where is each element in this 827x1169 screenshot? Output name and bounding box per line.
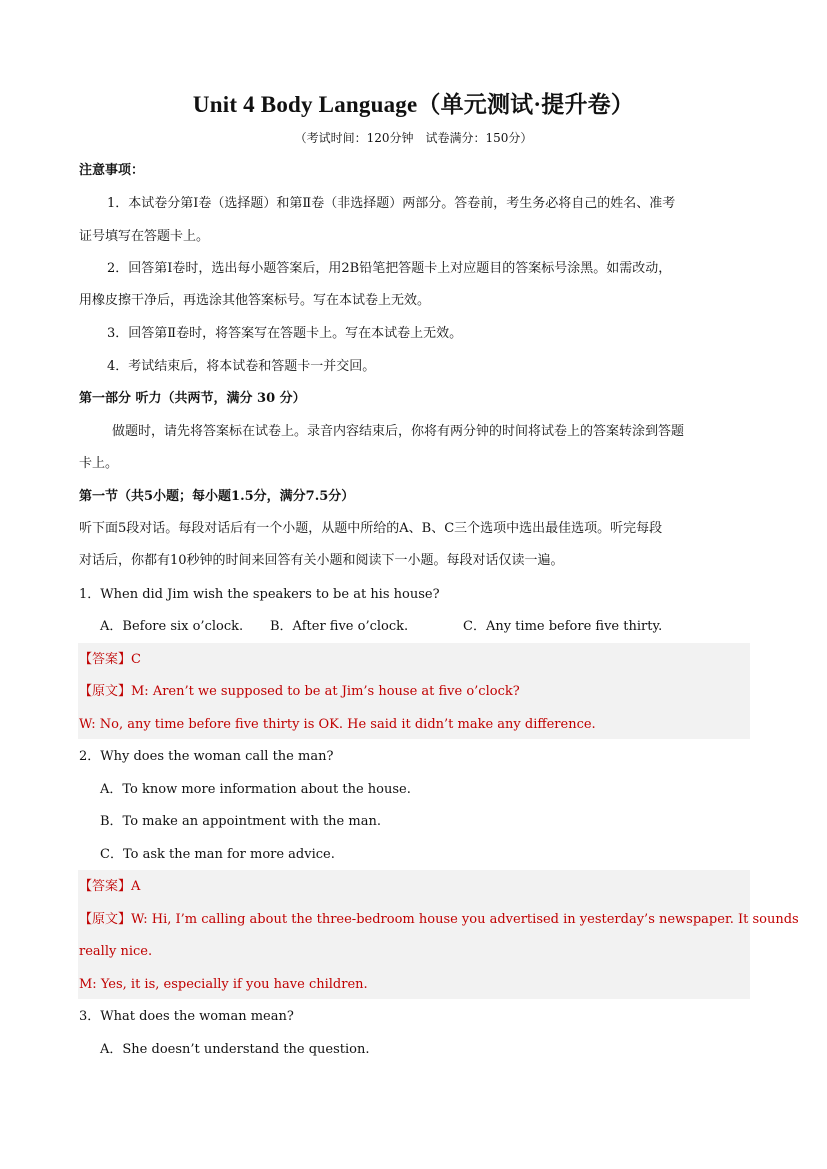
question-2-option-c: C．To ask the man for more advice. — [100, 847, 335, 862]
part1-intro-line-1: 做题时，请先将答案标在试卷上。录音内容结束后，你将有两分钟的时间将试卷上的答案转涂到答题 — [112, 424, 685, 439]
section1-heading: 第一节（共5小题；每小题1.5分，满分7.5分） — [79, 489, 355, 504]
question-2-option-b: B．To make an appointment with the man. — [100, 814, 381, 829]
note-item-2-line-1: 2．回答第Ⅰ卷时，选出每小题答案后，用2B铅笔把答题卡上对应题目的答案标号涂黑。如需改动， — [107, 261, 672, 276]
section1-instructions-line-1: 听下面5段对话。每段对话后有一个小题，从题中所给的A、B、C三个选项中选出最佳选项。听完每段 — [79, 521, 663, 536]
question-2-script-line-2: really nice. — [79, 944, 153, 959]
question-2-stem: 2．Why does the woman call the man? — [79, 749, 334, 764]
part1-intro-line-2: 卡上。 — [79, 456, 119, 471]
question-1-stem: 1．When did Jim wish the speakers to be at his house? — [79, 587, 440, 602]
exam-info: （考试时间：120分钟 试卷满分：150分） — [294, 131, 533, 145]
question-2-script-line-1: 【原文】W: Hi, I’m calling about the three-bedroom house you advertised in yesterday’s newspaper. It sounds — [79, 912, 799, 927]
question-2-answer: 【答案】A — [79, 879, 141, 894]
answer-block-1 — [78, 643, 750, 739]
question-2-script-line-3: M: Yes, it is, especially if you have children. — [79, 977, 368, 992]
answer-block-2 — [78, 870, 799, 999]
question-3-stem: 3．What does the woman mean? — [79, 1009, 294, 1024]
note-item-1-line-1: 1．本试卷分第Ⅰ卷（选择题）和第Ⅱ卷（非选择题）两部分。答卷前，考生务必将自己的姓名、准考 — [107, 196, 676, 211]
note-item-1-line-2: 证号填写在答题卡上。 — [79, 229, 210, 244]
section1-instructions-line-2: 对话后，你都有10秒钟的时间来回答有关小题和阅读下一小题。每段对话仅读一遍。 — [79, 553, 564, 568]
question-1-answer: 【答案】C — [79, 652, 141, 667]
page-title: Unit 4 Body Language（单元测试·提升卷） — [192, 92, 635, 117]
part1-heading: 第一部分 听力（共两节，满分 30 分） — [79, 391, 306, 406]
question-1-script-line-1: 【原文】M: Aren’t we supposed to be at Jim’s house at five o’clock? — [79, 684, 520, 699]
question-3-option-a: A．She doesn’t understand the question. — [100, 1042, 370, 1057]
question-1-option-c: C．Any time before five thirty. — [463, 619, 663, 634]
question-2-option-a: A．To know more information about the house. — [100, 782, 411, 797]
note-item-2-line-2: 用橡皮擦干净后，再选涂其他答案标号。写在本试卷上无效。 — [79, 293, 431, 308]
note-item-3: 3．回答第Ⅱ卷时，将答案写在答题卡上。写在本试卷上无效。 — [107, 326, 463, 341]
question-1-option-b: B．After five o’clock. — [270, 619, 409, 634]
notes-heading: 注意事项： — [79, 163, 145, 178]
question-1-option-a: A．Before six o’clock. — [100, 619, 244, 634]
question-1-script-line-2: W: No, any time before five thirty is OK. He said it didn’t make any difference. — [79, 717, 596, 732]
note-item-4: 4．考试结束后，将本试卷和答题卡一并交回。 — [107, 359, 376, 374]
